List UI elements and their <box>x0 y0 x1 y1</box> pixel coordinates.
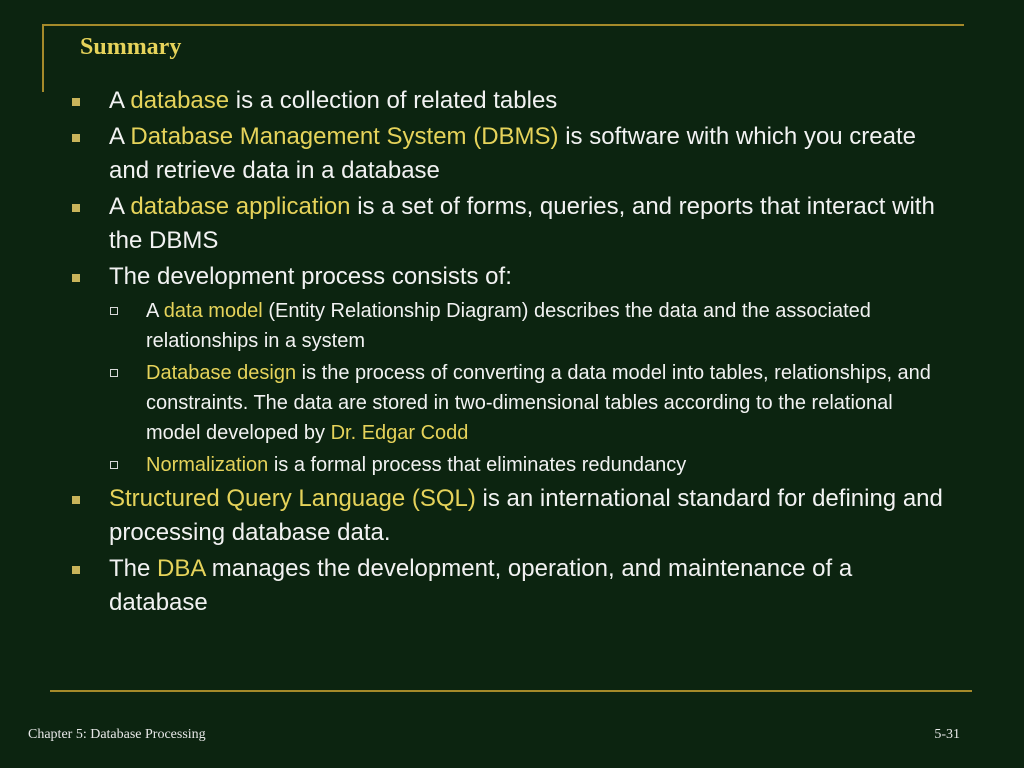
slide-number: 5-31 <box>934 727 960 742</box>
term-edgar-codd: Dr. Edgar Codd <box>330 422 469 444</box>
square-bullet-icon <box>72 496 80 504</box>
term-database-application: database application <box>130 193 351 220</box>
left-rule <box>42 24 44 92</box>
square-bullet-icon <box>72 566 80 574</box>
term-dbms: Database Management System (DBMS) <box>130 123 559 150</box>
footer-chapter: Chapter 5: Database Processing <box>28 727 206 742</box>
slide-content <box>70 84 950 622</box>
square-bullet-icon <box>72 204 80 212</box>
square-bullet-icon <box>72 98 80 106</box>
top-rule <box>42 24 964 26</box>
term-database: database <box>130 87 230 114</box>
term-database-design: Database design <box>146 362 297 384</box>
term-sql: Structured Query Language (SQL) <box>109 485 476 512</box>
bullet-sql: Structured Query Language (SQL) is an international standard for defining and processing database data. <box>70 482 950 550</box>
bullet-dbms: A Database Management System (DBMS) is software with which you create and retrieve data in a database <box>70 120 950 188</box>
subbullet-data-model: A data model (Entity Relationship Diagram) describes the data and the associated relationships in a system <box>70 296 950 356</box>
term-normalization: Normalization <box>146 454 269 476</box>
slide-title: Summary <box>80 34 182 60</box>
bullet-database: A database is a collection of related tables <box>70 84 950 118</box>
subbullet-normalization: Normalization is a formal process that eliminates redundancy <box>70 450 950 480</box>
bottom-rule <box>50 690 972 692</box>
bullet-dba: The DBA manages the development, operation, and maintenance of a database <box>70 552 950 620</box>
hollow-square-bullet-icon <box>110 369 118 377</box>
square-bullet-icon <box>72 134 80 142</box>
hollow-square-bullet-icon <box>110 307 118 315</box>
square-bullet-icon <box>72 274 80 282</box>
term-data-model: data model <box>163 300 263 322</box>
bullet-development-process: The development process consists of: <box>70 260 950 294</box>
subbullet-database-design: Database design is the process of converting a data model into tables, relationships, and constraints. The data are stored in two-dimensional tables according to the relational model developed by Dr. Edgar Codd <box>70 358 950 448</box>
term-dba: DBA <box>157 555 206 582</box>
hollow-square-bullet-icon <box>110 461 118 469</box>
bullet-database-application: A database application is a set of forms, queries, and reports that interact with the DBMS <box>70 190 950 258</box>
